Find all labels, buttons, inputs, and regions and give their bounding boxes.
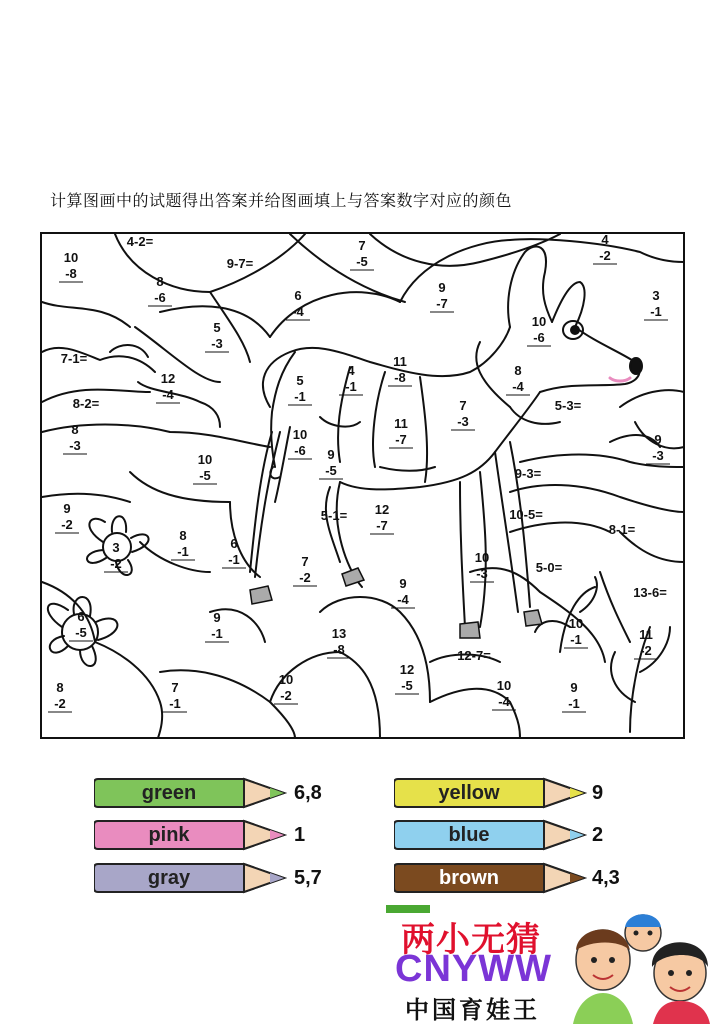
problem-bottom: -5 <box>199 468 211 483</box>
problem-label <box>555 398 582 413</box>
problem-bottom: -6 <box>154 290 166 305</box>
problem-bottom: -2 <box>280 688 292 703</box>
problem-bottom: -2 <box>61 517 73 532</box>
problem-top: 5-0= <box>535 560 563 575</box>
problem-top: 7 <box>459 398 467 413</box>
problem-top: 9 <box>570 680 578 695</box>
pink-numbers: 1 <box>294 824 306 846</box>
brown-numbers: 4,3 <box>592 867 620 889</box>
problem-label <box>515 466 542 481</box>
problem-top: 9 <box>654 432 662 447</box>
problem-top: 7 <box>358 238 366 253</box>
problem-bottom: -6 <box>294 443 306 458</box>
problem-label <box>227 256 254 271</box>
yellow-label: yellow <box>438 782 500 804</box>
brand-line-2: CNYWW <box>395 948 552 990</box>
problem-top: 5 <box>213 320 221 335</box>
problem-label <box>457 648 491 663</box>
problem-top: 9 <box>438 280 446 295</box>
problem-bottom: -3 <box>652 448 664 463</box>
problem-bottom: -4 <box>498 694 510 709</box>
problem-top: 3 <box>652 288 660 303</box>
problem-top: 8-2= <box>72 396 100 411</box>
problem-bottom: -6 <box>533 330 545 345</box>
problem-top: 10-5= <box>509 507 543 522</box>
problem-top: 9 <box>327 447 335 462</box>
problem-bottom: -2 <box>599 248 611 263</box>
problem-bottom: -7 <box>395 432 407 447</box>
problem-top: 10 <box>496 678 512 693</box>
problem-top: 5-3= <box>554 398 582 413</box>
problem-bottom: -1 <box>345 379 357 394</box>
blue-numbers: 2 <box>592 824 604 846</box>
problem-label <box>633 585 667 600</box>
problem-top: 5-1= <box>320 508 348 523</box>
problem-bottom: -1 <box>294 389 306 404</box>
key-green <box>94 776 334 810</box>
problem-bottom: -8 <box>333 642 345 657</box>
problem-label <box>61 351 88 366</box>
problem-bottom: -3 <box>211 336 223 351</box>
yellow-numbers: 9 <box>592 782 604 804</box>
problem-bottom: -1 <box>177 544 189 559</box>
instruction-text: 计算图画中的试题得出答案并给图画填上与答案数字对应的颜色 <box>50 193 513 210</box>
problem-bottom: -3 <box>457 414 469 429</box>
problem-top: 3 <box>112 540 120 555</box>
problem-bottom: -7 <box>376 518 388 533</box>
kids-mascot-illustration <box>568 905 718 1024</box>
problem-bottom: -1 <box>570 632 582 647</box>
problem-top: 11 <box>639 627 653 642</box>
gray-label: gray <box>147 867 191 889</box>
problem-label <box>609 522 636 537</box>
problem-top: 13 <box>331 626 347 641</box>
problem-bottom: -4 <box>397 592 409 607</box>
problem-top: 9-7= <box>226 256 254 271</box>
key-yellow <box>394 776 634 810</box>
problem-bottom: -4 <box>512 379 524 394</box>
problem-bottom: -7 <box>436 296 448 311</box>
problem-bottom: -4 <box>162 387 174 402</box>
brand-line-1: 两小无猜 <box>401 921 541 959</box>
problem-bottom: -1 <box>169 696 181 711</box>
brown-label: brown <box>439 867 499 889</box>
problem-top: 13-6= <box>633 585 667 600</box>
problem-top: 12 <box>160 371 176 386</box>
problem-top: 7 <box>301 554 309 569</box>
problem-bottom: -8 <box>65 266 77 281</box>
problem-bottom: -1 <box>211 626 223 641</box>
problem-top: 8 <box>179 528 187 543</box>
problem-top: 8 <box>71 422 79 437</box>
problem-top: 4 <box>347 363 355 378</box>
problem-bottom: -2 <box>299 570 311 585</box>
problem-top: 10 <box>63 250 79 265</box>
problem-top: 8 <box>514 363 522 378</box>
problem-top: 9 <box>213 610 221 625</box>
coloring-picture <box>40 232 685 739</box>
problem-top: 11 <box>393 354 407 369</box>
problem-bottom: -2 <box>54 696 66 711</box>
problem-top: 10 <box>474 550 490 565</box>
problem-bottom: -2 <box>640 643 652 658</box>
gray-numbers: 5,7 <box>294 867 322 889</box>
brand-line-3: 中国育娃王 <box>405 997 540 1024</box>
problem-top: 10 <box>278 672 294 687</box>
problem-bottom: -5 <box>325 463 337 478</box>
problem-top: 10 <box>531 314 547 329</box>
key-brown <box>394 861 634 895</box>
problem-top: 4 <box>601 232 609 247</box>
problem-label <box>127 234 154 249</box>
problem-top: 8 <box>56 680 64 695</box>
problem-top: 10 <box>292 427 308 442</box>
problem-bottom: -1 <box>650 304 662 319</box>
problem-top: 4-2= <box>126 234 154 249</box>
key-blue <box>394 818 634 852</box>
problem-label <box>509 507 543 522</box>
problem-top: 9-3= <box>514 466 542 481</box>
problem-top: 10 <box>568 616 584 631</box>
problem-label <box>536 560 563 575</box>
pink-label: pink <box>148 824 190 846</box>
problem-bottom: -4 <box>292 304 304 319</box>
problem-top: 10 <box>197 452 213 467</box>
problem-top: 6 <box>294 288 302 303</box>
problem-bottom: -5 <box>75 625 87 640</box>
problem-top: 9 <box>63 501 71 516</box>
problem-label <box>73 396 100 411</box>
key-gray <box>94 861 334 895</box>
blue-label: blue <box>448 824 490 846</box>
green-numbers: 6,8 <box>294 782 322 804</box>
key-pink <box>94 818 334 852</box>
problem-top: 6 <box>77 609 85 624</box>
problem-top: 6 <box>230 536 238 551</box>
problem-top: 12 <box>399 662 415 677</box>
problem-top: 8-1= <box>608 522 636 537</box>
problem-top: 7 <box>171 680 179 695</box>
problem-top: 12-7= <box>457 648 491 663</box>
problem-bottom: -5 <box>356 254 368 269</box>
problem-bottom: -8 <box>394 370 406 385</box>
problem-label <box>321 508 348 523</box>
problem-top: 11 <box>394 416 408 431</box>
problem-bottom: -3 <box>69 438 81 453</box>
problem-bottom: -2 <box>110 556 122 571</box>
green-label: green <box>141 782 197 804</box>
problem-top: 12 <box>374 502 390 517</box>
problem-top: 5 <box>296 373 304 388</box>
problem-bottom: -3 <box>476 566 488 581</box>
problem-bottom: -1 <box>568 696 580 711</box>
problem-bottom: -1 <box>228 552 240 567</box>
problem-bottom: -5 <box>401 678 413 693</box>
problem-top: 9 <box>399 576 407 591</box>
problem-top: 7-1= <box>60 351 88 366</box>
problem-top: 8 <box>156 274 164 289</box>
